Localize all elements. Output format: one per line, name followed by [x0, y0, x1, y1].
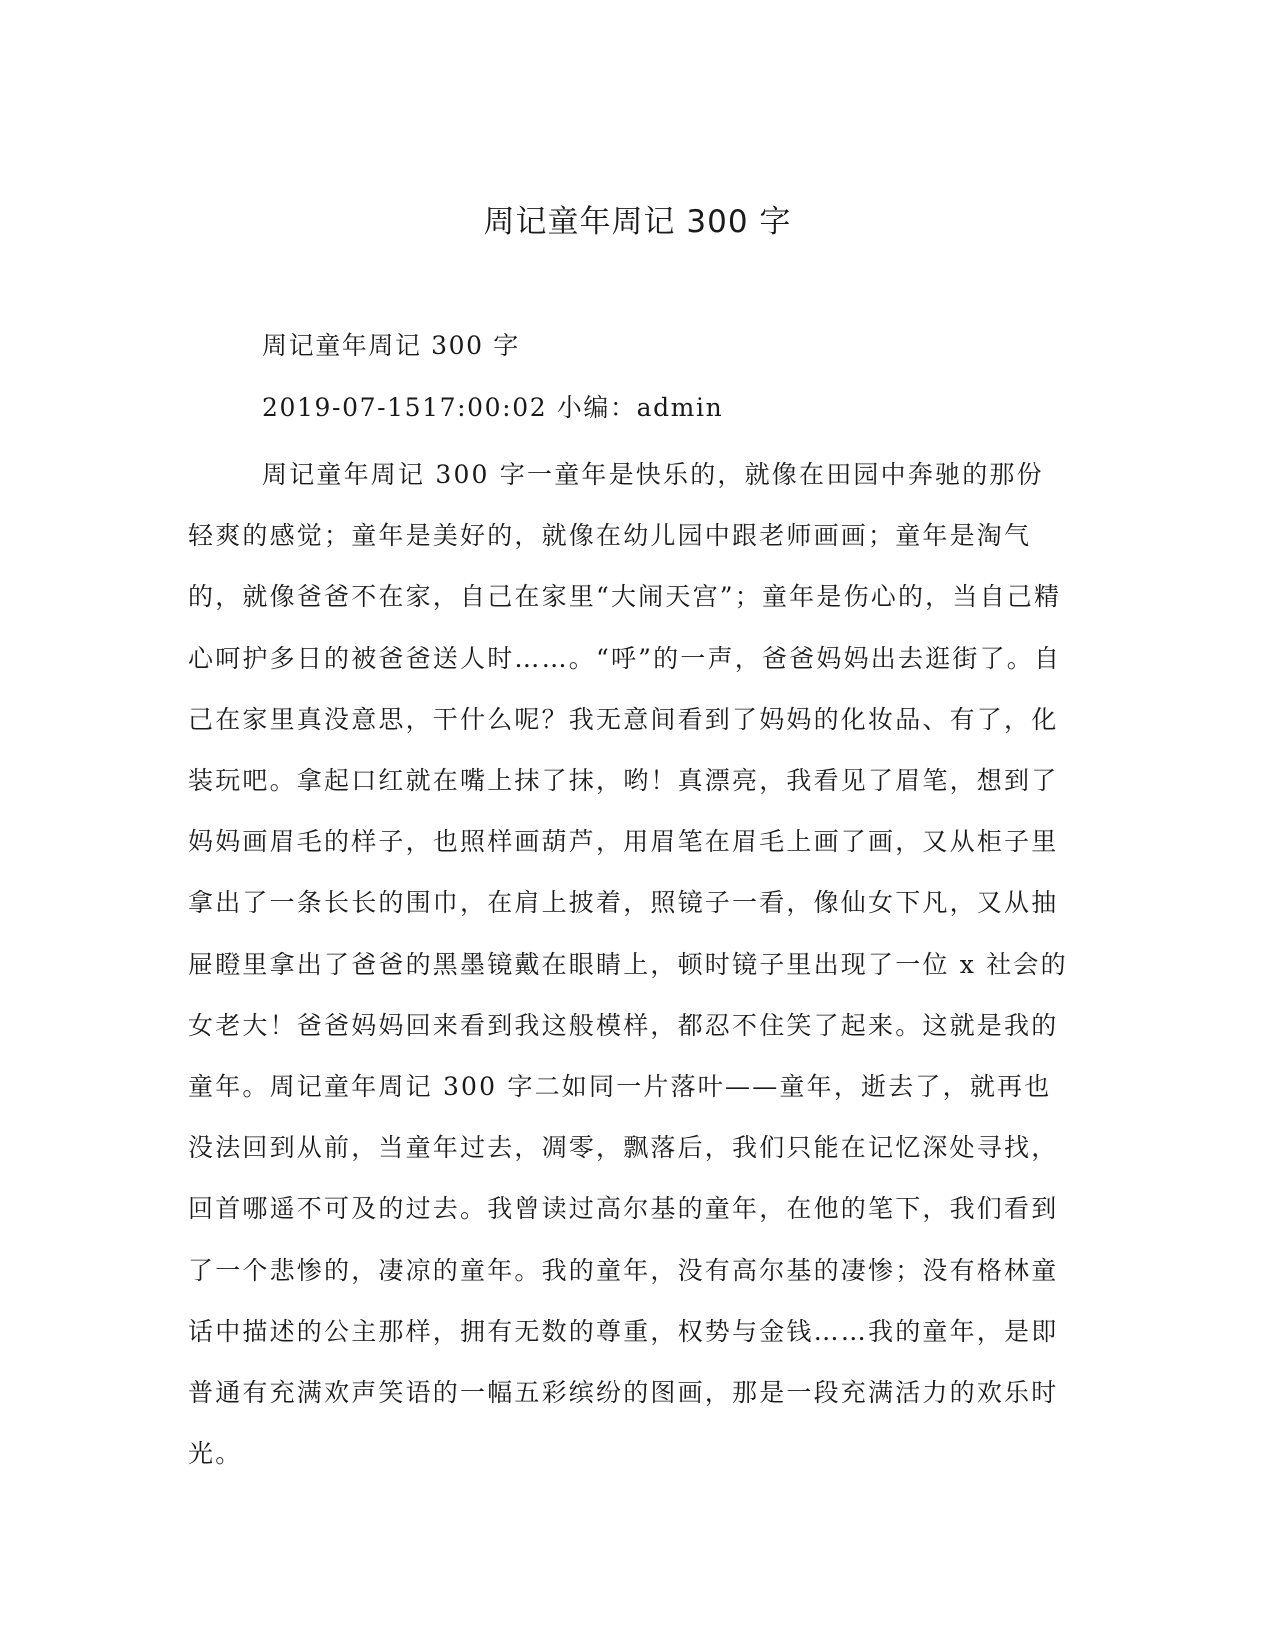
article-meta: 2019-07-1517:00:02 小编：admin: [262, 393, 724, 422]
document-title: 周记童年周记 300 字: [483, 204, 792, 240]
article-subtitle: 周记童年周记 300 字: [262, 331, 520, 360]
article-body: 周记童年周记 300 字一童年是快乐的，就像在田园中奔驰的那份轻爽的感觉；童年是美好的，就像在幼儿园中跟老师画画；童年是淘气的，就像爸爸不在家，自己在家里“大闹天宫”；童年是伤心的，当自己精心呵护多日的被爸爸送人时……。“呼”的一声，爸爸妈妈出去逛街了。自己在家里真没意思，干什么呢？我无意间看到了妈妈的化妆品、有了，化装玩吧。拿起口红就在嘴上抹了抹，哟！真漂亮，我看见了眉笔，想到了妈妈画眉毛的样子，也照样画葫芦，用眉笔在眉毛上画了画，又从柜子里拿出了一条长长的围巾，在肩上披着，照镜子一看，像仙女下凡，又从抽屉瞪里拿出了爸爸的黑墨镜戴在眼睛上，顿时镜子里出现了一位 x 社会的女老大！爸爸妈妈回来看到我这般模样，都忍不住笑了起来。这就是我的童年。周记童年周记 300 字二如同一片落叶——童年，逝去了，就再也没法回到从前，当童年过去，凋零，飘落后，我们只能在记忆深处寻找，回首哪遥不可及的过去。我曾读过高尔基的童年，在他的笔下，我们看到了一个悲惨的，凄凉的童年。我的童年，没有高尔基的凄惨；没有格林童话中描述的公主那样，拥有无数的尊重，权势与金钱……我的童年，是即普通有充满欢声笑语的一幅五彩缤纷的图画，那是一段充满活力的欢乐时光。: [188, 460, 1068, 1469]
document-content: [188, 322, 1068, 1484]
